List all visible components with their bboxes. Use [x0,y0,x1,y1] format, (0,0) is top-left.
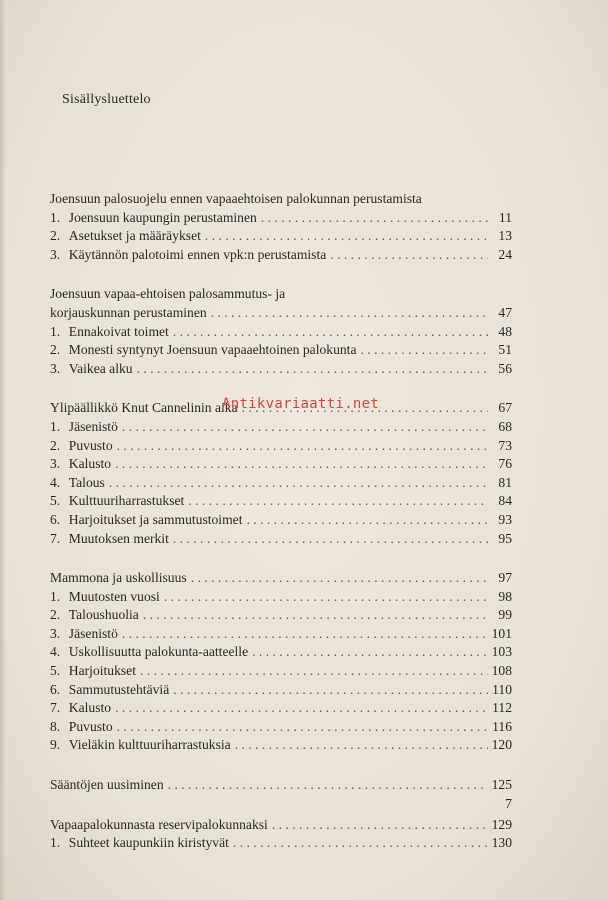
toc-entry-text: Muutoksen merkit [68,530,169,546]
toc-entry-text: Vieläkin kulttuuriharrastuksia [68,737,231,753]
toc-page-number: 129 [491,816,512,832]
dot-leader [117,437,488,456]
toc-page-number: 67 [498,400,512,416]
toc-entry-number: 4. [50,474,61,490]
toc-entry-label [50,606,139,625]
toc-page-number: 48 [498,323,512,339]
toc-entry-row [50,341,512,360]
toc-entry-label [50,834,229,853]
dot-leader [140,662,488,681]
toc-entry-row [50,511,512,530]
dot-leader [168,776,488,795]
toc-entry-label [50,341,356,360]
toc-entry-text: Suhteet kaupunkiin kiristyvät [68,835,229,851]
toc-entry-number: 3. [50,246,61,262]
dot-leader [173,323,488,342]
toc-entry-row [50,736,512,755]
toc-entry-label [50,530,169,549]
dot-leader [137,360,488,379]
toc-entry-row [50,437,512,456]
dot-leader [360,341,488,360]
toc-heading-text: Ylipäällikkö Knut Cannelinin aika [50,400,238,416]
watermark: Antikvariaatti.net [222,396,380,412]
toc-entry-number: 1. [50,588,61,604]
toc-entry-label [50,474,105,493]
toc-entry-label [50,699,111,718]
toc-entry-number: 5. [50,493,61,509]
toc-entry-row [50,418,512,437]
toc-entry-label [50,511,242,530]
toc-heading-row [50,776,512,795]
toc-page-number: 93 [498,511,512,527]
dot-leader [191,569,488,588]
toc-entry-text: Jäsenistö [68,418,118,434]
toc-entry-row [50,323,512,342]
toc-entry-number: 2. [50,437,61,453]
toc-heading-row [50,304,512,323]
dot-leader [246,511,488,530]
toc-entry-number: 5. [50,663,61,679]
dot-leader [211,304,488,323]
dot-leader [115,455,488,474]
toc-page-number: 116 [492,718,512,734]
toc-section [50,190,512,264]
toc-page-number: 98 [498,588,512,604]
toc-entry-label [50,662,136,681]
toc-entry-label [50,625,118,644]
toc-section [50,285,512,378]
toc-entry-text: Vaikea alku [68,360,133,376]
toc-page-number: 11 [498,209,512,225]
toc-section [50,569,512,755]
toc-entry-label [50,643,248,662]
toc-page-number: 99 [498,607,512,623]
dot-leader [164,588,488,607]
toc-entry-row [50,718,512,737]
toc-heading-text: Sääntöjen uusiminen [50,777,164,793]
toc-entry-row [50,662,512,681]
dot-leader [109,474,488,493]
toc-page-number: 56 [498,360,512,376]
dot-leader [233,834,488,853]
toc-entry-row [50,227,512,246]
toc-entry-row [50,455,512,474]
toc-entry-text: Jäsenistö [68,625,118,641]
table-of-contents [50,190,512,874]
toc-page-number: 47 [498,304,512,320]
toc-entry-number: 7. [50,530,61,546]
toc-entry-number: 1. [50,323,61,339]
dot-leader [173,681,488,700]
dot-leader [330,246,488,265]
toc-entry-row [50,209,512,228]
toc-heading-row [50,285,512,304]
toc-page-number: 24 [498,246,512,262]
toc-entry-text: Uskollisuutta palokunta-aatteelle [68,644,249,660]
toc-entry-label [50,246,326,265]
toc-entry-text: Monesti syntynyt Joensuun vapaaehtoinen palokunta [68,342,357,358]
toc-entry-number: 6. [50,681,61,697]
toc-entry-label [50,418,118,437]
toc-page-number: 112 [492,700,512,716]
toc-entry-row [50,474,512,493]
toc-heading-text: Vapaapalokunnasta reservipalokunnaksi [50,816,268,832]
toc-page-number: 13 [498,228,512,244]
dot-leader [272,816,488,835]
toc-entry-number: 2. [50,342,61,358]
toc-heading-text: Joensuun vapaa-ehtoisen palosammutus- ja [50,286,286,302]
toc-page-number: 108 [491,663,512,679]
dot-leader [261,209,488,228]
toc-entry-label [50,360,133,379]
toc-entry-text: Puvusto [68,437,113,453]
dot-leader [122,418,488,437]
toc-page-number: 81 [498,474,512,490]
dot-leader [205,227,488,246]
toc-page-number: 84 [498,493,512,509]
toc-page-number: 103 [491,644,512,660]
toc-entry-number: 2. [50,607,61,623]
toc-entry-text: Taloushuolia [68,607,139,623]
toc-entry-number: 7. [50,700,61,716]
toc-entry-row [50,606,512,625]
toc-entry-label [50,588,160,607]
toc-page-number: 76 [498,456,512,472]
toc-entry-text: Kulttuuriharrastukset [68,493,185,509]
toc-heading-row [50,569,512,588]
toc-page-number: 97 [498,570,512,586]
toc-entry-text: Käytännön palotoimi ennen vpk:n perustamista [68,246,327,262]
toc-entry-text: Kalusto [68,700,112,716]
toc-entry-row [50,492,512,511]
toc-entry-row [50,588,512,607]
toc-section [50,399,512,548]
toc-page-number: 125 [491,777,512,793]
toc-entry-label [50,492,184,511]
dot-leader [117,718,488,737]
dot-leader [122,625,488,644]
toc-entry-text: Joensuun kaupungin perustaminen [68,209,257,225]
toc-page-number: 101 [491,625,512,641]
toc-heading-row [50,816,512,835]
toc-entry-number: 3. [50,625,61,641]
toc-entry-number: 2. [50,228,61,244]
dot-leader [188,492,488,511]
toc-heading-row [50,190,512,209]
toc-entry-number: 8. [50,718,61,734]
toc-heading-text: korjauskunnan perustaminen [50,304,207,320]
page-edge-shadow [0,0,6,900]
toc-entry-label [50,437,113,456]
toc-entry-row [50,360,512,379]
toc-heading-text: Mammona ja uskollisuus [50,570,187,586]
toc-entry-row [50,699,512,718]
toc-entry-number: 6. [50,511,61,527]
toc-page-number: 130 [491,835,512,851]
toc-entry-text: Harjoitukset [68,663,136,679]
toc-entry-label [50,323,169,342]
toc-section [50,816,512,853]
dot-leader [173,530,488,549]
toc-entry-row [50,625,512,644]
toc-entry-row [50,246,512,265]
toc-page-number: 120 [491,737,512,753]
toc-entry-number: 3. [50,456,61,472]
toc-entry-number: 3. [50,360,61,376]
toc-entry-text: Muutosten vuosi [68,588,160,604]
toc-entry-number: 4. [50,644,61,660]
toc-entry-row [50,530,512,549]
page-number: 7 [505,797,512,812]
toc-page-number: 51 [498,342,512,358]
toc-entry-label [50,718,113,737]
toc-page-number: 110 [492,681,512,697]
toc-entry-number: 1. [50,835,61,851]
page-title: Sisällysluettelo [62,92,151,107]
toc-entry-label [50,455,111,474]
dot-leader [115,699,488,718]
toc-entry-row [50,643,512,662]
toc-entry-label [50,209,257,228]
toc-entry-text: Harjoitukset ja sammutustoimet [68,511,243,527]
toc-entry-text: Talous [68,474,105,490]
toc-entry-text: Asetukset ja määräykset [68,228,201,244]
toc-entry-number: 9. [50,737,61,753]
toc-entry-text: Sammutustehtäviä [68,681,170,697]
dot-leader [252,643,488,662]
toc-entry-text: Puvusto [68,718,113,734]
toc-entry-text: Kalusto [68,456,112,472]
toc-entry-label [50,736,231,755]
toc-entry-text: Ennakoivat toimet [68,323,169,339]
toc-entry-number: 1. [50,418,61,434]
toc-entry-row [50,681,512,700]
toc-page-number: 95 [498,530,512,546]
dot-leader [143,606,488,625]
toc-heading-text: Joensuun palosuojelu ennen vapaaehtoisen palokunnan perustamista [50,191,422,206]
toc-entry-label [50,681,169,700]
toc-entry-label [50,227,201,246]
toc-page-number: 73 [498,437,512,453]
toc-page-number: 68 [498,418,512,434]
dot-leader [235,736,488,755]
toc-section [50,776,512,795]
toc-entry-row [50,834,512,853]
toc-entry-number: 1. [50,209,61,225]
